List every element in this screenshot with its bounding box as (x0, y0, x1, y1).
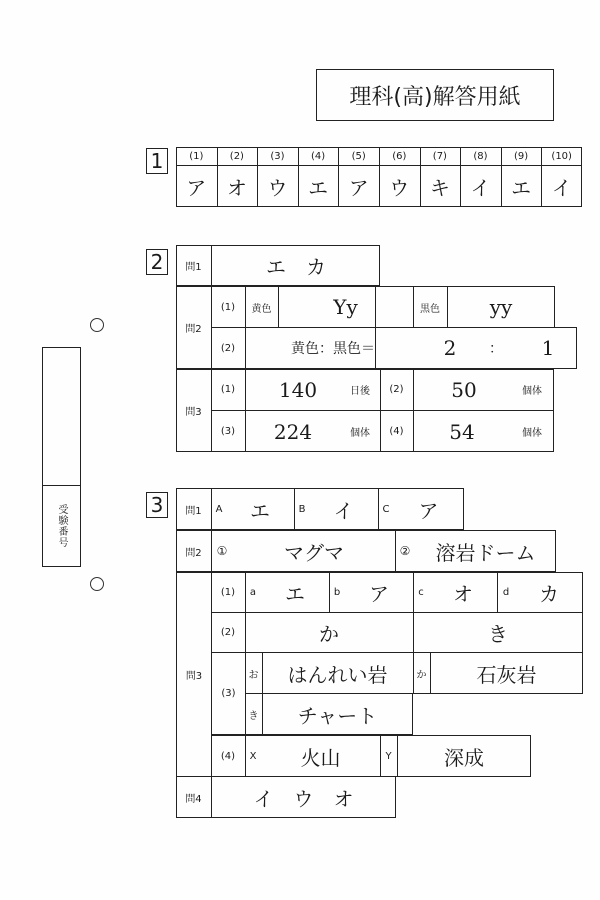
s2-q3-p2-answer[interactable]: 50 (451, 377, 477, 402)
s2-q2-label: 問2 (185, 324, 202, 335)
page-title: 理科(高)解答用紙 (316, 69, 554, 121)
s3-q1-c-letter: C (382, 503, 390, 515)
s2-q3-p3-answer[interactable]: 224 (273, 419, 313, 444)
s3-q3-b-letter: b (333, 587, 341, 598)
s3-q3-c-letter: c (418, 587, 424, 598)
punch-hole (90, 577, 104, 591)
s2-q3-p4-answer[interactable]: 54 (449, 419, 475, 444)
s3-q3-c-answer[interactable]: オ (453, 582, 473, 606)
s2-q3-p1-unit: 日後 (350, 386, 370, 397)
s2-q3-p4-unit: 個体 (522, 428, 542, 439)
s3-q1-label: 問1 (185, 505, 202, 517)
s2-q2-black-label: 黒色 (420, 303, 440, 315)
s3-q4-label: 問4 (185, 793, 202, 805)
section-3-number: 3 (146, 492, 168, 518)
s2-q2-p2-num: (2) (220, 342, 236, 354)
section-1-number: 1 (146, 148, 168, 174)
s2-q2-yellow-answer[interactable]: Yy (333, 295, 358, 319)
s3-q2-answer-1[interactable]: マグマ (284, 540, 344, 565)
punch-hole (90, 318, 104, 332)
s1-question-number: (8) (473, 150, 488, 162)
s3-q1-b-letter: B (298, 503, 306, 515)
s1-question-number: (7) (432, 150, 447, 162)
s2-q3-p3-unit: 個体 (350, 428, 370, 439)
s3-q3-d-answer[interactable]: カ (539, 582, 559, 606)
s3-q3-y-answer[interactable]: 深成 (444, 745, 484, 770)
s1-answer[interactable]: キ (429, 176, 450, 200)
s3-q3-p2-num: (2) (220, 627, 236, 638)
s1-question-number: (10) (551, 150, 572, 162)
s3-q3-p3-ka-answer[interactable]: 石灰岩 (476, 662, 537, 687)
s2-q2-ratio-left[interactable]: 2 (443, 336, 457, 360)
s1-answer[interactable]: イ (470, 176, 491, 200)
candidate-number-label: 受験番号 (56, 504, 67, 548)
s1-question-number: (3) (270, 150, 285, 162)
s2-q3-label: 問3 (185, 407, 202, 418)
s3-q3-x-answer[interactable]: 火山 (300, 745, 341, 770)
s2-q1-answer[interactable]: エ カ (266, 255, 326, 279)
s3-q3-p1-num: (1) (220, 587, 236, 598)
s3-q3-p3-ki-answer[interactable]: チャート (297, 703, 378, 728)
s3-q3-a-answer[interactable]: エ (285, 582, 305, 606)
s1-answer[interactable]: オ (226, 176, 247, 200)
s1-question-number: (6) (392, 150, 407, 162)
s1-answer[interactable]: ウ (389, 176, 410, 200)
s1-answer[interactable]: ウ (267, 176, 288, 200)
s2-q2-ratio-colon: ： (489, 341, 503, 357)
s2-q2-p1-num: (1) (220, 301, 236, 313)
section-2-number: 2 (146, 249, 168, 275)
s3-q2-label: 問2 (185, 547, 202, 559)
s3-q2-answer-2[interactable]: 溶岩ドーム (435, 540, 536, 565)
s3-q3-d-letter: d (502, 587, 510, 598)
s3-q2-marker-2: ② (399, 544, 411, 558)
s2-q3-p4-num: (4) (389, 426, 404, 437)
s3-q1-b-answer[interactable]: イ (333, 498, 354, 523)
s2-q3-p1-answer[interactable]: 140 (278, 377, 318, 402)
s3-q1-c-answer[interactable]: ア (418, 498, 439, 523)
s1-answer[interactable]: エ (511, 176, 532, 200)
s3-q3-p4-num: (4) (220, 750, 236, 762)
s3-q3-p3-ka-mark: か (416, 669, 427, 681)
s1-question-number: (9) (514, 150, 529, 162)
s2-q2-yellow-label: 黄色 (251, 303, 272, 315)
s2-q3-p2-unit: 個体 (522, 386, 542, 397)
s3-q1-a-answer[interactable]: エ (250, 498, 270, 523)
s2-q2-black-answer[interactable]: yy (489, 295, 513, 319)
s3-q3-y-letter: Y (385, 750, 392, 762)
s3-q3-label: 問3 (185, 671, 203, 682)
s2-q3-p3-num: (3) (220, 426, 236, 437)
s2-q2-ratio-right[interactable]: 1 (541, 336, 555, 360)
s3-q3-p3-o-mark: お (248, 669, 259, 681)
s3-q3-p3-o-answer[interactable]: はんれい岩 (287, 662, 388, 687)
s3-q4-answer[interactable]: イ ウ オ (253, 786, 354, 811)
s1-question-number: (5) (351, 150, 366, 162)
s3-q3-p2-answer-ki[interactable]: き (488, 622, 508, 646)
s1-answer[interactable]: エ (308, 176, 329, 200)
s1-question-number: (1) (189, 150, 204, 162)
s3-q3-x-letter: X (249, 750, 257, 762)
s3-q1-a-letter: A (215, 503, 223, 515)
s3-q3-p2-answer-ka[interactable]: か (319, 622, 339, 646)
s2-q2-row2 (211, 327, 577, 369)
s2-q3-p1-num: (1) (220, 384, 236, 395)
s1-answer[interactable]: ア (186, 176, 207, 200)
s3-q2-marker-1: ① (216, 544, 228, 558)
s2-q2-ratio-label: 黄色：黒色＝ (291, 341, 375, 357)
s3-q3-a-letter: a (249, 587, 257, 598)
s3-q3-b-answer[interactable]: ア (369, 582, 389, 606)
s1-question-number: (4) (311, 150, 326, 162)
s3-q3-p3-ki-mark: き (248, 710, 259, 722)
s1-question-number: (2) (229, 150, 244, 162)
s3-q3-p3-num: (3) (221, 688, 236, 699)
s1-answer[interactable]: イ (551, 176, 572, 200)
s2-q3-p2-num: (2) (389, 384, 404, 395)
s2-q1-label: 問1 (185, 262, 202, 273)
s1-answer[interactable]: ア (348, 176, 369, 200)
